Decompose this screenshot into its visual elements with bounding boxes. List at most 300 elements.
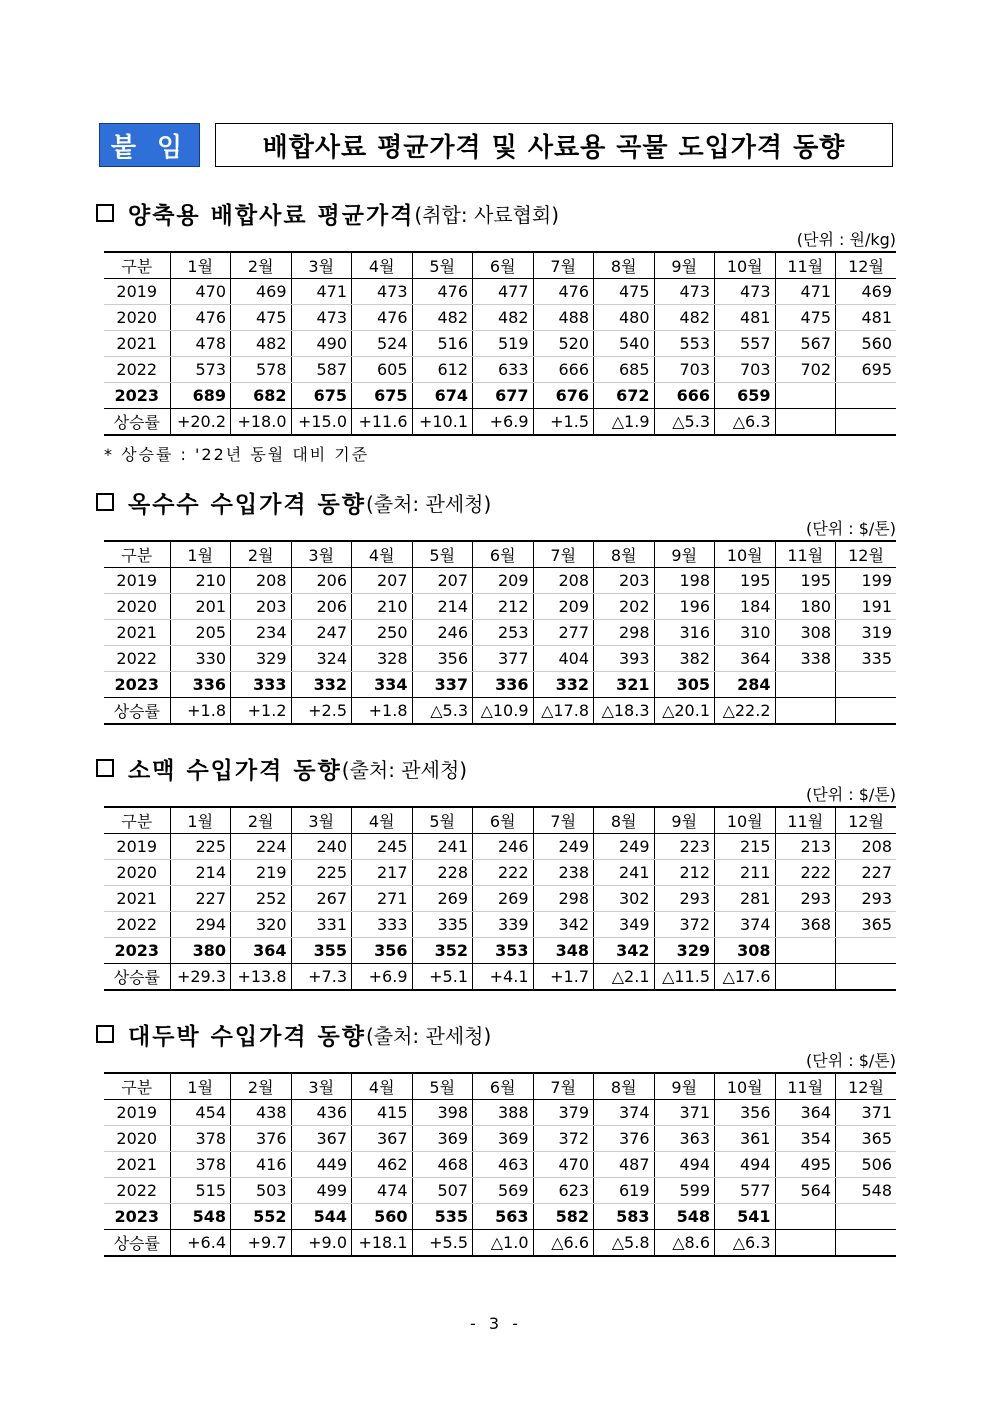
table-cell: 191 xyxy=(836,594,897,620)
table-cell: 208 xyxy=(533,568,594,594)
row-label: 2019 xyxy=(104,568,170,594)
table-row xyxy=(104,912,896,938)
table-cell: 398 xyxy=(412,1100,473,1126)
table-cell: 308 xyxy=(775,620,836,646)
table-cell: △6.3 xyxy=(715,1230,776,1257)
column-header-month: 6월 xyxy=(473,252,534,279)
table-cell: 368 xyxy=(775,912,836,938)
table-cell xyxy=(775,1204,836,1230)
table-cell: 469 xyxy=(836,279,897,305)
table-cell: 599 xyxy=(654,1178,715,1204)
table-cell: +15.0 xyxy=(291,409,352,436)
column-header-month: 2월 xyxy=(231,807,292,834)
table-cell: 356 xyxy=(715,1100,776,1126)
table-header-row xyxy=(104,807,896,834)
table-cell: 674 xyxy=(412,383,473,409)
table-cell: 488 xyxy=(533,305,594,331)
table-cell: 540 xyxy=(594,331,655,357)
table-cell: 217 xyxy=(352,860,413,886)
table-cell xyxy=(775,1230,836,1257)
table-cell: 222 xyxy=(473,860,534,886)
table-cell: 482 xyxy=(473,305,534,331)
table-cell: 481 xyxy=(715,305,776,331)
column-header-month: 4월 xyxy=(352,252,413,279)
table-cell: 335 xyxy=(836,646,897,672)
table-cell xyxy=(775,383,836,409)
table-header-row xyxy=(104,252,896,279)
table-row xyxy=(104,409,896,436)
table-cell: 228 xyxy=(412,860,473,886)
table-cell: △1.0 xyxy=(473,1230,534,1257)
table-cell: 471 xyxy=(775,279,836,305)
table-cell: 211 xyxy=(715,860,776,886)
table-cell: 321 xyxy=(594,672,655,698)
column-header-month: 10월 xyxy=(715,1073,776,1100)
table-cell: 468 xyxy=(412,1152,473,1178)
row-label: 2019 xyxy=(104,834,170,860)
table-cell: 605 xyxy=(352,357,413,383)
column-header-month: 2월 xyxy=(231,541,292,568)
table-row xyxy=(104,964,896,991)
table-cell xyxy=(836,938,897,964)
column-header-month: 11월 xyxy=(775,252,836,279)
table-cell xyxy=(836,1204,897,1230)
table-row xyxy=(104,698,896,725)
table-cell: 675 xyxy=(352,383,413,409)
table-cell: 365 xyxy=(836,1126,897,1152)
row-label: 상승률 xyxy=(104,409,170,436)
column-header-month: 8월 xyxy=(594,252,655,279)
table-cell: 438 xyxy=(231,1100,292,1126)
row-label: 2022 xyxy=(104,1178,170,1204)
table-cell: 210 xyxy=(170,568,231,594)
table-cell: 695 xyxy=(836,357,897,383)
row-label: 2019 xyxy=(104,279,170,305)
table-cell: 209 xyxy=(473,568,534,594)
table-cell: 372 xyxy=(533,1126,594,1152)
table-cell: +2.5 xyxy=(291,698,352,725)
table-cell: 342 xyxy=(594,938,655,964)
table-cell: 302 xyxy=(594,886,655,912)
table-cell: 202 xyxy=(594,594,655,620)
table-row xyxy=(104,331,896,357)
section-title-text: 옥수수 수입가격 동향 xyxy=(128,491,366,518)
table-cell xyxy=(775,964,836,991)
table-cell: 470 xyxy=(170,279,231,305)
table-cell: +1.7 xyxy=(533,964,594,991)
table-cell: 388 xyxy=(473,1100,534,1126)
column-header-month: 8월 xyxy=(594,1073,655,1100)
table-row xyxy=(104,1126,896,1152)
table-cell: 277 xyxy=(533,620,594,646)
table-header-row xyxy=(104,1073,896,1100)
footnote: * 상승률 : '22년 동월 대비 기준 xyxy=(104,445,370,464)
table-cell: 371 xyxy=(654,1100,715,1126)
section-source: (취합: 사료협회) xyxy=(414,202,560,227)
table-cell: △11.5 xyxy=(654,964,715,991)
column-header-month: 3월 xyxy=(291,541,352,568)
table-cell: +9.0 xyxy=(291,1230,352,1257)
row-label: 2020 xyxy=(104,1126,170,1152)
column-header-month: 12월 xyxy=(836,807,897,834)
column-header-month: 7월 xyxy=(533,252,594,279)
table-cell: 552 xyxy=(231,1204,292,1230)
table-cell: +20.2 xyxy=(170,409,231,436)
row-label: 2022 xyxy=(104,646,170,672)
column-header-month: 1월 xyxy=(170,1073,231,1100)
section-source: (출처: 관세청) xyxy=(341,757,468,782)
table-cell: 342 xyxy=(533,912,594,938)
table-cell: 494 xyxy=(715,1152,776,1178)
column-header-month: 1월 xyxy=(170,807,231,834)
section-title xyxy=(96,752,896,784)
table-cell xyxy=(836,1230,897,1257)
section-title xyxy=(96,1018,896,1050)
table-cell: 436 xyxy=(291,1100,352,1126)
table-cell: 367 xyxy=(352,1126,413,1152)
column-header-month: 9월 xyxy=(654,807,715,834)
section-feed-price xyxy=(96,197,896,465)
table-cell: △22.2 xyxy=(715,698,776,725)
table-cell: 269 xyxy=(473,886,534,912)
table-cell: 240 xyxy=(291,834,352,860)
table-cell: 338 xyxy=(775,646,836,672)
table-cell: 353 xyxy=(473,938,534,964)
table-cell: 293 xyxy=(836,886,897,912)
column-header-month: 6월 xyxy=(473,541,534,568)
section-corn-import xyxy=(96,486,896,725)
table-cell: △2.1 xyxy=(594,964,655,991)
table-cell: +1.8 xyxy=(352,698,413,725)
column-header-month: 11월 xyxy=(775,1073,836,1100)
unit-label: (단위 : $/톤) xyxy=(806,1051,896,1070)
table-cell: △8.6 xyxy=(654,1230,715,1257)
table-cell: +7.3 xyxy=(291,964,352,991)
table-cell: 519 xyxy=(473,331,534,357)
table-cell: 503 xyxy=(231,1178,292,1204)
table-cell: △5.3 xyxy=(654,409,715,436)
price-table xyxy=(104,540,896,725)
table-cell: 666 xyxy=(533,357,594,383)
table-cell: 376 xyxy=(594,1126,655,1152)
column-header-month: 3월 xyxy=(291,807,352,834)
table-cell: 227 xyxy=(170,886,231,912)
table-cell: +11.6 xyxy=(352,409,413,436)
table-cell: 506 xyxy=(836,1152,897,1178)
column-header-month: 2월 xyxy=(231,252,292,279)
table-cell: 487 xyxy=(594,1152,655,1178)
table-row xyxy=(104,938,896,964)
table-row xyxy=(104,834,896,860)
column-header-month: 5월 xyxy=(412,1073,473,1100)
price-table xyxy=(104,1072,896,1257)
table-cell: +1.5 xyxy=(533,409,594,436)
table-cell: 212 xyxy=(654,860,715,886)
table-cell: +6.9 xyxy=(473,409,534,436)
table-cell: 567 xyxy=(775,331,836,357)
row-label: 2020 xyxy=(104,594,170,620)
column-header-month: 5월 xyxy=(412,807,473,834)
column-header-month: 10월 xyxy=(715,541,776,568)
table-cell: 330 xyxy=(170,646,231,672)
table-row xyxy=(104,568,896,594)
table-row xyxy=(104,646,896,672)
table-cell: 480 xyxy=(594,305,655,331)
table-cell: 206 xyxy=(291,568,352,594)
table-cell: 367 xyxy=(291,1126,352,1152)
table-cell: 336 xyxy=(170,672,231,698)
table-cell: 535 xyxy=(412,1204,473,1230)
table-cell: 184 xyxy=(715,594,776,620)
table-cell: 206 xyxy=(291,594,352,620)
row-label: 상승률 xyxy=(104,964,170,991)
table-cell: 583 xyxy=(594,1204,655,1230)
table-cell: 215 xyxy=(715,834,776,860)
table-cell: 364 xyxy=(231,938,292,964)
row-label: 2019 xyxy=(104,1100,170,1126)
table-cell: 207 xyxy=(352,568,413,594)
column-header-month: 4월 xyxy=(352,541,413,568)
section-title xyxy=(96,197,896,229)
table-cell: 473 xyxy=(352,279,413,305)
column-header-month: 2월 xyxy=(231,1073,292,1100)
table-cell: 404 xyxy=(533,646,594,672)
table-cell: 364 xyxy=(775,1100,836,1126)
table-cell: 319 xyxy=(836,620,897,646)
table-cell: 247 xyxy=(291,620,352,646)
checkbox-square-icon xyxy=(96,759,114,777)
table-row xyxy=(104,1178,896,1204)
table-cell: 462 xyxy=(352,1152,413,1178)
table-cell: 214 xyxy=(412,594,473,620)
column-header-month: 8월 xyxy=(594,541,655,568)
table-cell: 703 xyxy=(654,357,715,383)
table-cell: +13.8 xyxy=(231,964,292,991)
table-cell: 329 xyxy=(654,938,715,964)
table-cell: 329 xyxy=(231,646,292,672)
table-cell: 516 xyxy=(412,331,473,357)
table-cell: 355 xyxy=(291,938,352,964)
column-header-month: 3월 xyxy=(291,252,352,279)
table-cell: 476 xyxy=(170,305,231,331)
table-cell: 245 xyxy=(352,834,413,860)
table-cell: 582 xyxy=(533,1204,594,1230)
table-cell: 331 xyxy=(291,912,352,938)
table-cell: 227 xyxy=(836,860,897,886)
table-cell: 196 xyxy=(654,594,715,620)
table-cell: △18.3 xyxy=(594,698,655,725)
table-row xyxy=(104,383,896,409)
table-cell: 195 xyxy=(715,568,776,594)
table-cell: 212 xyxy=(473,594,534,620)
table-cell: 298 xyxy=(533,886,594,912)
section-title-text: 대두박 수입가격 동향 xyxy=(128,1023,366,1050)
checkbox-square-icon xyxy=(96,1025,114,1043)
table-cell: 269 xyxy=(412,886,473,912)
table-cell: 365 xyxy=(836,912,897,938)
unit-label: (단위 : $/톤) xyxy=(806,519,896,538)
table-row xyxy=(104,886,896,912)
table-cell: 372 xyxy=(654,912,715,938)
table-cell: 203 xyxy=(231,594,292,620)
table-cell: 520 xyxy=(533,331,594,357)
table-cell: 334 xyxy=(352,672,413,698)
table-cell: 393 xyxy=(594,646,655,672)
column-header-category: 구분 xyxy=(104,1073,170,1100)
table-cell: 333 xyxy=(352,912,413,938)
table-cell: 238 xyxy=(533,860,594,886)
table-cell xyxy=(775,409,836,436)
section-source: (출처: 관세청) xyxy=(365,1023,492,1048)
table-cell: 241 xyxy=(412,834,473,860)
checkbox-square-icon xyxy=(96,204,114,222)
table-cell: 475 xyxy=(594,279,655,305)
column-header-category: 구분 xyxy=(104,541,170,568)
table-cell: 495 xyxy=(775,1152,836,1178)
table-cell: 294 xyxy=(170,912,231,938)
table-cell: 293 xyxy=(775,886,836,912)
unit-label: (단위 : $/톤) xyxy=(806,785,896,804)
row-label: 상승률 xyxy=(104,698,170,725)
table-cell: +9.7 xyxy=(231,1230,292,1257)
column-header-month: 1월 xyxy=(170,541,231,568)
row-label: 2022 xyxy=(104,357,170,383)
table-cell: 379 xyxy=(533,1100,594,1126)
column-header-category: 구분 xyxy=(104,807,170,834)
section-title xyxy=(96,486,896,518)
table-cell: 471 xyxy=(291,279,352,305)
table-cell: 548 xyxy=(170,1204,231,1230)
table-cell: 234 xyxy=(231,620,292,646)
table-cell: +6.9 xyxy=(352,964,413,991)
row-label: 2021 xyxy=(104,620,170,646)
table-cell: 374 xyxy=(715,912,776,938)
table-cell: 339 xyxy=(473,912,534,938)
table-cell: 482 xyxy=(654,305,715,331)
table-cell: 210 xyxy=(352,594,413,620)
table-cell: 544 xyxy=(291,1204,352,1230)
table-cell: 213 xyxy=(775,834,836,860)
table-cell: 676 xyxy=(533,383,594,409)
table-cell: 675 xyxy=(291,383,352,409)
table-cell: 284 xyxy=(715,672,776,698)
table-cell: 449 xyxy=(291,1152,352,1178)
column-header-month: 4월 xyxy=(352,807,413,834)
table-row xyxy=(104,594,896,620)
column-header-month: 4월 xyxy=(352,1073,413,1100)
table-cell: 201 xyxy=(170,594,231,620)
table-cell: 463 xyxy=(473,1152,534,1178)
table-cell: 249 xyxy=(533,834,594,860)
column-header-month: 5월 xyxy=(412,541,473,568)
table-cell: 249 xyxy=(594,834,655,860)
table-cell: 560 xyxy=(836,331,897,357)
table-cell: 666 xyxy=(654,383,715,409)
table-cell: 376 xyxy=(231,1126,292,1152)
column-header-month: 7월 xyxy=(533,541,594,568)
section-wheat-import xyxy=(96,752,896,991)
price-table xyxy=(104,806,896,991)
table-cell: 337 xyxy=(412,672,473,698)
row-label: 2021 xyxy=(104,886,170,912)
table-cell: 361 xyxy=(715,1126,776,1152)
table-cell: 677 xyxy=(473,383,534,409)
table-cell: 310 xyxy=(715,620,776,646)
row-label: 2023 xyxy=(104,383,170,409)
section-title-text: 양축용 배합사료 평균가격 xyxy=(128,202,415,229)
table-cell: 377 xyxy=(473,646,534,672)
table-cell: 478 xyxy=(170,331,231,357)
table-cell: 473 xyxy=(291,305,352,331)
table-cell: 336 xyxy=(473,672,534,698)
table-cell: 332 xyxy=(291,672,352,698)
table-cell xyxy=(836,383,897,409)
table-row xyxy=(104,672,896,698)
table-cell: 415 xyxy=(352,1100,413,1126)
table-cell: 524 xyxy=(352,331,413,357)
table-cell: 578 xyxy=(231,357,292,383)
table-row xyxy=(104,279,896,305)
table-cell: 369 xyxy=(473,1126,534,1152)
table-cell: 507 xyxy=(412,1178,473,1204)
table-cell: 363 xyxy=(654,1126,715,1152)
page-number: - 3 - xyxy=(470,1314,522,1333)
row-label: 2020 xyxy=(104,860,170,886)
table-cell: +5.5 xyxy=(412,1230,473,1257)
row-label: 2023 xyxy=(104,938,170,964)
table-cell: 246 xyxy=(412,620,473,646)
table-cell: 476 xyxy=(412,279,473,305)
table-cell: △6.3 xyxy=(715,409,776,436)
table-cell: 214 xyxy=(170,860,231,886)
table-cell: 563 xyxy=(473,1204,534,1230)
table-cell: 246 xyxy=(473,834,534,860)
table-cell: △10.9 xyxy=(473,698,534,725)
table-row xyxy=(104,1152,896,1178)
table-cell: 364 xyxy=(715,646,776,672)
table-cell: △5.8 xyxy=(594,1230,655,1257)
row-label: 2021 xyxy=(104,331,170,357)
table-cell: 548 xyxy=(654,1204,715,1230)
row-label: 상승률 xyxy=(104,1230,170,1257)
column-header-month: 9월 xyxy=(654,541,715,568)
table-cell: △20.1 xyxy=(654,698,715,725)
table-cell: 476 xyxy=(352,305,413,331)
row-label: 2020 xyxy=(104,305,170,331)
table-cell: 348 xyxy=(533,938,594,964)
page-header xyxy=(99,123,893,167)
row-label: 2021 xyxy=(104,1152,170,1178)
table-cell: +1.8 xyxy=(170,698,231,725)
table-cell: 469 xyxy=(231,279,292,305)
checkbox-square-icon xyxy=(96,493,114,511)
table-cell: 320 xyxy=(231,912,292,938)
column-header-month: 6월 xyxy=(473,807,534,834)
table-cell: △17.8 xyxy=(533,698,594,725)
table-cell: 354 xyxy=(775,1126,836,1152)
table-cell: 619 xyxy=(594,1178,655,1204)
table-cell: 564 xyxy=(775,1178,836,1204)
table-cell: 374 xyxy=(594,1100,655,1126)
page-title: 배합사료 평균가격 및 사료용 곡물 도입가격 동향 xyxy=(215,123,893,167)
table-cell: 253 xyxy=(473,620,534,646)
table-cell xyxy=(775,672,836,698)
table-cell xyxy=(836,672,897,698)
column-header-month: 12월 xyxy=(836,252,897,279)
table-row xyxy=(104,1230,896,1257)
table-row xyxy=(104,620,896,646)
table-cell: 672 xyxy=(594,383,655,409)
